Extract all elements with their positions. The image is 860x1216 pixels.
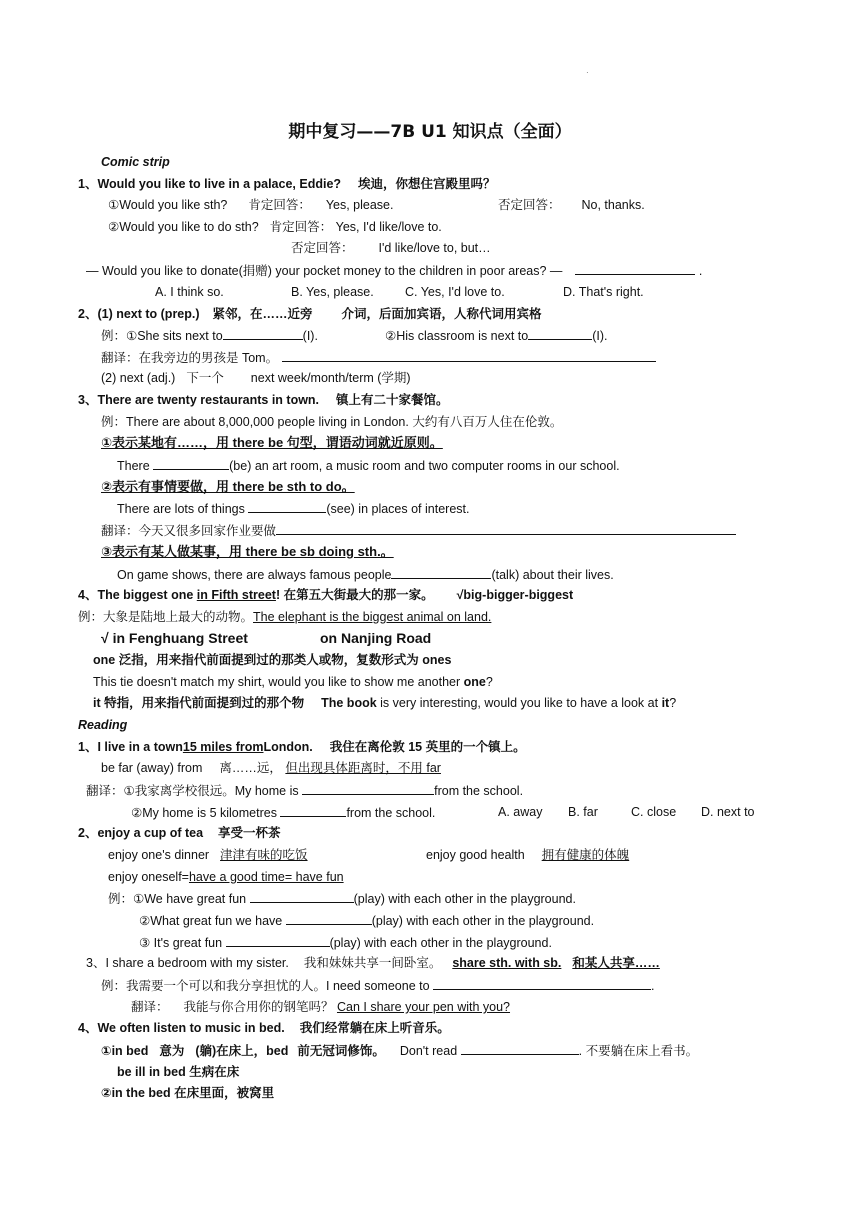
far-question-rest: from the school. [346, 806, 436, 820]
share-translate-en: Can I share your pen with you? [336, 1000, 511, 1014]
section-comic-strip: Comic strip [101, 155, 170, 169]
next-to-example-2 [385, 327, 607, 344]
nanjing-road: on Nanjing Road [320, 630, 432, 646]
enjoy-oneself-en: enjoy oneself= [108, 870, 189, 884]
translate-1 [101, 349, 656, 366]
one-explain: 泛指，用来指代前面提到过的那类人或物，复数形式为 [118, 653, 419, 667]
be-blank[interactable] [153, 457, 229, 470]
item-1-line-c [291, 240, 491, 256]
option-d: D. That's right. [563, 285, 644, 299]
fun-example-3-a: ③ It's great fun [139, 936, 223, 950]
item-4-a: 4、The biggest one [78, 588, 194, 602]
far-option-c: C. close [631, 805, 677, 819]
reading-1-heading [78, 739, 526, 755]
enjoy-oneself-synonyms: have a good time= have fun [188, 870, 344, 884]
far-question-text: ②My home is 5 kilometres [131, 806, 277, 820]
would-like-to-do: ②Would you like to do sth? [108, 220, 259, 234]
one-example-q: ? [485, 675, 493, 689]
item-4-street: in Fifth street [196, 588, 276, 602]
example-1-hint: (I). [302, 329, 318, 343]
option-c: C. Yes, I'd love to. [405, 285, 505, 299]
reading-4-cn: 我们经常躺在床上听音乐。 [299, 1021, 450, 1035]
far-option-b: B. far [568, 805, 598, 819]
page-title: 期中复习——7B U1 知识点（全面） [288, 122, 572, 142]
one-example-bold: one [463, 675, 486, 689]
enjoy-dinner [108, 847, 308, 863]
enjoy-oneself [108, 869, 344, 885]
in-bed-label: ①in bed [101, 1044, 149, 1058]
fun-example-2-a: ②What great fun we have [139, 914, 283, 928]
ill-in-bed [117, 1064, 239, 1080]
positive-answer: Yes, please. [325, 198, 394, 212]
item-4-degree: √big-bigger-biggest [456, 588, 574, 602]
next-to-prep: 2、(1) next to (prep.) [78, 307, 200, 321]
far-option-a: A. away [498, 805, 543, 819]
item-3-en: 3、There are twenty restaurants in town. [78, 393, 320, 407]
example-2-hint: (I). [592, 329, 608, 343]
rule-2-exercise [117, 500, 469, 517]
share-blank[interactable] [433, 977, 651, 990]
reading-1-cn: 我住在离伦敦 15 英里的一个镇上。 [329, 740, 526, 754]
in-bed-exercise-cn: . 不要躺在床上看书。 [578, 1044, 699, 1058]
reading-2-cn: 享受一杯茶 [218, 826, 281, 840]
item-1-en: 1、Would you like to live in a palace, Eddie? [78, 177, 342, 191]
next-to-meaning: 紧邻，在……近旁 [212, 307, 313, 321]
rule-1: ①表示某地有……，用 there be 句型，谓语动词就近原则。 [101, 435, 443, 450]
translate-3 [86, 782, 523, 799]
one-example-text: This tie doesn't match my shirt, would you like to show me another [93, 675, 461, 689]
rule-1-exercise-rest: (be) an art room, a music room and two computer rooms in our school. [229, 459, 620, 473]
fun-example-3-b: (play) with each other in the playground. [329, 936, 552, 950]
item-3-heading [78, 392, 449, 408]
item-4-heading [78, 587, 573, 603]
item-1-heading [78, 176, 496, 192]
reading-1-london: London. [263, 740, 313, 754]
rule-3-exercise-a: On game shows, there are always famous people [117, 568, 392, 582]
share-period: . [651, 979, 655, 993]
item-1-line-a [108, 197, 393, 213]
rule-3-exercise-b: (talk) about their lives. [491, 568, 614, 582]
question-donate-text: — Would you like to donate(捐赠) your pocket money to the children in poor areas? — [86, 264, 563, 278]
share-translate [131, 999, 510, 1015]
next-adj-label: (2) next (adj.) [101, 371, 176, 385]
answer-blank[interactable] [575, 262, 695, 275]
in-bed-meaning: (躺)在床上，bed [195, 1044, 289, 1058]
rule-3: ③表示有某人做某事，用 there be sb doing sth.。 [101, 544, 394, 559]
reading-4-en: 4、We often listen to music in bed. [78, 1021, 285, 1035]
in-bed-mean: 意为 [159, 1044, 185, 1058]
share-example-text: 例：我需要一个可以和我分享担忧的人。I need someone to [101, 979, 430, 993]
section-reading: Reading [78, 718, 128, 732]
far-option-d: D. next to [701, 805, 755, 819]
in-the-bed-cn: 在床里面，被窝里 [174, 1086, 275, 1100]
item-4-example-cn: 例：大象是陆地上最大的动物。 [78, 610, 254, 624]
in-bed-exercise: Don't read [399, 1044, 458, 1058]
it-word: it [93, 696, 101, 710]
item-1-line-b [108, 219, 442, 235]
one-usage [93, 652, 451, 668]
fenghuang-street: √ in Fenghuang Street [101, 630, 248, 646]
option-b: B. Yes, please. [291, 285, 374, 299]
far-question [131, 804, 435, 821]
it-example: is very interesting, would you like to have a look at [380, 696, 659, 710]
reading-3-heading [86, 955, 660, 971]
translate-2-blank[interactable] [276, 522, 736, 535]
share-example [101, 977, 655, 994]
talk-blank[interactable] [391, 566, 491, 579]
item-4-example-en: The elephant is the biggest animal on land. [253, 610, 492, 624]
fun-example-1-a: 例：①We have great fun [108, 892, 247, 906]
ones-word: ones [422, 653, 452, 667]
it-q: ? [669, 696, 677, 710]
fun-example-3 [139, 934, 552, 951]
far-question-blank[interactable] [280, 804, 346, 817]
far-from-phrase: be far (away) from [101, 761, 203, 775]
enjoy-dinner-cn: 津津有味的吃饭 [220, 848, 308, 862]
in-bed [101, 1042, 698, 1059]
far-from-note: 但出现具体距离时，不用 far [285, 761, 441, 775]
it-usage [93, 695, 676, 711]
positive-answer-2: Yes, I'd like/love to. [335, 220, 442, 234]
rule-2-exercise-a: There are lots of things [117, 502, 245, 516]
positive-label: 肯定回答： [248, 198, 311, 212]
reading-4-heading [78, 1020, 450, 1036]
item-2-heading [78, 306, 542, 322]
translate-1-text: 翻译：在我旁边的男孩是 Tom。 [101, 351, 279, 365]
it-explain: 特指，用来指代前面提到过的那个物 [104, 696, 305, 710]
share-translate-cn: 我能与你合用你的钢笔吗？ [183, 1000, 334, 1014]
ill-in-bed-cn: 生病在床 [189, 1065, 240, 1079]
next-to-note: 介词，后面加宾语，人称代词用宾格 [341, 307, 542, 321]
enjoy-health [426, 847, 629, 863]
ill-in-bed-en: be ill in bed [117, 1065, 186, 1079]
rule-2: ②表示有事情要做，用 there be sth to do。 [101, 479, 355, 494]
page-dot: · [586, 68, 589, 77]
in-bed-blank[interactable] [461, 1042, 579, 1055]
item-3-example-cn: 大约有八百万人住在伦敦。 [412, 415, 563, 429]
fun-blank-3[interactable] [226, 934, 330, 947]
question-donate [86, 262, 702, 279]
negative-answer-2: I'd like/love to, but… [378, 241, 491, 255]
example-1: 例：①She sits next to [101, 329, 223, 343]
enjoy-dinner-en: enjoy one's dinner [108, 848, 210, 862]
negative-label-2: 否定回答： [291, 241, 354, 255]
fun-example-1 [108, 890, 576, 907]
share-phrase: share sth. with sb. [452, 956, 562, 970]
reading-2-en: 2、enjoy a cup of tea [78, 826, 204, 840]
far-from [101, 760, 441, 776]
enjoy-health-en: enjoy good health [426, 848, 525, 862]
translate-1-blank[interactable] [282, 349, 656, 362]
translate-2-text: 翻译：今天又很多回家作业要做 [101, 524, 277, 538]
reading-3-en: 3、I share a bedroom with my sister. [86, 956, 289, 970]
option-a: A. I think so. [155, 285, 224, 299]
reading-2-heading [78, 825, 281, 841]
positive-label-2: 肯定回答： [269, 220, 333, 234]
reading-3-cn: 我和妹妹共享一间卧室。 [303, 956, 442, 970]
it-bold: it [661, 696, 670, 710]
blank-1[interactable] [223, 327, 303, 340]
one-word: one [93, 653, 116, 667]
next-adj [101, 370, 411, 386]
enjoy-health-cn: 拥有健康的体魄 [541, 848, 630, 862]
blank-2[interactable] [528, 327, 592, 340]
reading-1-a: 1、I live in a town [78, 740, 183, 754]
would-like-sth: ①Would you like sth? [108, 198, 228, 212]
one-example [93, 674, 493, 690]
share-translate-label: 翻译： [131, 1000, 169, 1014]
in-the-bed-en: ②in the bed [101, 1086, 171, 1100]
negative-answer: No, thanks. [581, 198, 645, 212]
rule-1-exercise [117, 457, 620, 474]
translate-3-rest: from the school. [434, 784, 524, 798]
item-4-example [78, 609, 491, 625]
item-3-cn: 镇上有二十家餐馆。 [336, 393, 449, 407]
item-1-line-a-neg [498, 197, 645, 213]
fun-blank-1[interactable] [250, 890, 354, 903]
in-the-bed [101, 1085, 274, 1101]
item-1-cn: 埃迪，你想住宫殿里吗？ [358, 177, 496, 191]
see-blank[interactable] [248, 500, 326, 513]
fun-example-2-b: (play) with each other in the playground. [371, 914, 595, 928]
rule-2-exercise-b: (see) in places of interest. [326, 502, 470, 516]
period: . [698, 264, 703, 278]
negative-label: 否定回答： [498, 198, 561, 212]
fun-example-1-b: (play) with each other in the playground. [353, 892, 576, 906]
example-2: ②His classroom is next to [385, 329, 529, 343]
share-meaning: 和某人共享…… [572, 956, 660, 970]
far-from-meaning: 离……远， [219, 761, 282, 775]
fun-blank-2[interactable] [286, 912, 372, 925]
item-4-cn: ! 在第五大街最大的那一家。 [275, 588, 434, 602]
there-word: There [117, 459, 150, 473]
translate-2 [101, 522, 736, 539]
the-book: The book [321, 696, 377, 710]
item-3-example [101, 414, 562, 430]
next-to-example [101, 327, 318, 344]
in-bed-note: 前无冠词修饰。 [297, 1044, 385, 1058]
translate-3-blank[interactable] [302, 782, 434, 795]
next-adj-examples: next week/month/term (学期) [250, 371, 411, 385]
item-3-example-en: 例：There are about 8,000,000 people living in London. [101, 415, 409, 429]
fun-example-2 [139, 912, 594, 929]
next-adj-meaning: 下一个 [186, 371, 224, 385]
reading-1-distance: 15 miles from [182, 740, 264, 754]
rule-3-exercise [117, 566, 614, 583]
translate-3-text: 翻译：①我家离学校很远。My home is [86, 784, 299, 798]
